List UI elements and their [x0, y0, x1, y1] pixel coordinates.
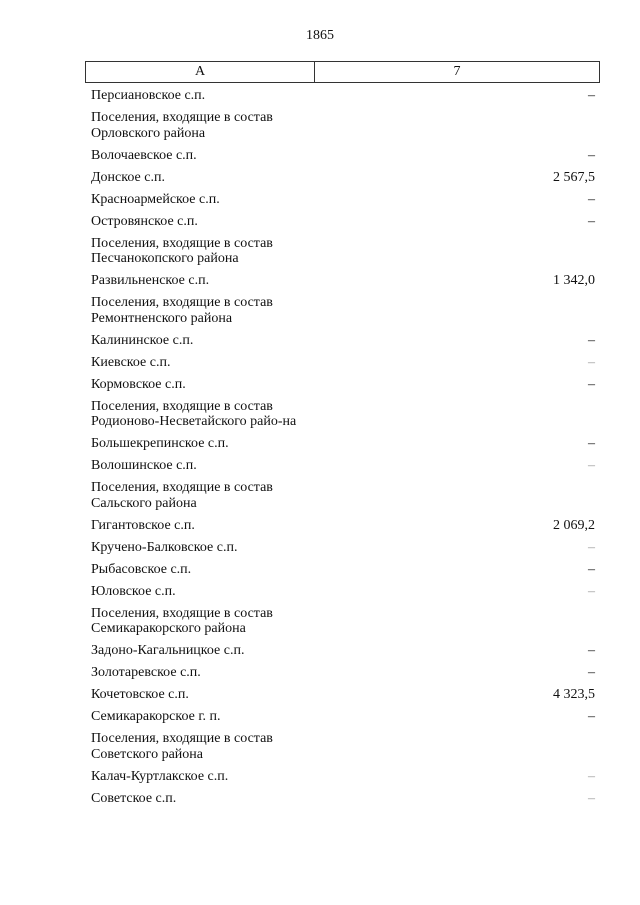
table-row	[91, 685, 595, 707]
table-row	[91, 456, 595, 478]
header-cell-7: 7	[453, 64, 461, 79]
settlement-name: Рыбасовское с.п.	[91, 561, 192, 577]
amount-value: –	[588, 88, 595, 103]
settlement-name: Волошинское с.п.	[91, 458, 197, 473]
table-row	[91, 331, 595, 353]
settlement-name: Кочетовское с.п.	[91, 687, 189, 702]
settlement-name: Киевское с.п.	[91, 354, 171, 370]
amount-value: –	[588, 665, 595, 680]
table-row	[91, 604, 595, 642]
settlement-name: Задоно-Кагальницкое с.п.	[91, 643, 245, 658]
settlement-name: Поселения, входящие в состав Советского района	[91, 731, 273, 762]
settlement-name: Поселения, входящие в состав Сальского района	[91, 480, 273, 511]
amount-value: –	[588, 213, 595, 229]
table-row	[91, 212, 595, 234]
table-body	[91, 86, 595, 811]
amount-value: –	[588, 768, 595, 784]
amount-value: –	[588, 147, 595, 163]
settlement-name: Гигантовское с.п.	[91, 517, 195, 533]
settlement-name: Поселения, входящие в состав Ремонтненского района	[91, 295, 273, 326]
settlement-name: Калининское с.п.	[91, 332, 194, 348]
settlement-name: Развильненское с.п.	[91, 273, 210, 288]
settlement-name: Поселения, входящие в состав Семикаракорского района	[91, 605, 273, 636]
table-row	[91, 538, 595, 560]
amount-value: –	[588, 458, 595, 473]
settlement-name: Калач-Куртлакское с.п.	[91, 768, 229, 784]
table-row	[91, 641, 595, 663]
amount-value: –	[588, 561, 595, 577]
amount-value: –	[588, 376, 595, 392]
page-number: 1865	[306, 28, 334, 43]
settlement-name: Большекрепинское с.п.	[91, 436, 229, 451]
settlement-name: Кормовское с.п.	[91, 376, 186, 392]
amount-value: 2 567,5	[553, 169, 595, 185]
settlement-name: Персиановское с.п.	[91, 88, 206, 103]
table-row	[91, 478, 595, 516]
amount-value: –	[588, 191, 595, 207]
settlement-name: Семикаракорское г. п.	[91, 709, 221, 724]
table-row	[91, 353, 595, 375]
table-row	[91, 729, 595, 767]
table-row	[91, 560, 595, 582]
table-row	[91, 108, 595, 146]
amount-value: –	[588, 354, 595, 370]
amount-value: –	[588, 332, 595, 348]
settlement-name: Поселения, входящие в состав Песчанокопского района	[91, 235, 273, 266]
settlement-name: Золотаревское с.п.	[91, 665, 201, 680]
settlement-name: Донское с.п.	[91, 169, 165, 185]
table-row	[91, 234, 595, 272]
settlement-name: Волочаевское с.п.	[91, 147, 197, 163]
table-row	[91, 86, 595, 108]
table-row	[91, 397, 595, 435]
settlement-name: Поселения, входящие в состав Орловского района	[91, 110, 273, 141]
table-row	[91, 707, 595, 729]
amount-value: –	[588, 790, 595, 806]
table-row	[91, 190, 595, 212]
amount-value: –	[588, 709, 595, 724]
amount-value: –	[588, 539, 595, 555]
amount-value: –	[588, 643, 595, 658]
amount-value: 4 323,5	[553, 687, 595, 702]
settlement-name: Красноармейское с.п.	[91, 191, 220, 207]
table-row	[91, 146, 595, 168]
amount-value: 1 342,0	[553, 273, 595, 288]
settlement-name: Юловское с.п.	[91, 583, 176, 599]
amount-value: –	[588, 436, 595, 451]
settlement-name: Советское с.п.	[91, 790, 177, 806]
table-row	[91, 168, 595, 190]
table-row	[91, 582, 595, 604]
settlement-name: Кручено-Балковское с.п.	[91, 539, 238, 555]
settlement-name: Поселения, входящие в состав Родионово-Несветайского райо-на	[91, 398, 297, 429]
table-header	[85, 61, 600, 83]
table-row	[91, 789, 595, 811]
table-row	[91, 516, 595, 538]
table-row	[91, 293, 595, 331]
table-row	[91, 663, 595, 685]
settlement-name: Островянское с.п.	[91, 213, 198, 229]
header-cell-a: А	[86, 62, 315, 82]
amount-value: 2 069,2	[553, 517, 595, 533]
table-row	[91, 271, 595, 293]
table-row	[91, 375, 595, 397]
table-row	[91, 434, 595, 456]
amount-value: –	[588, 583, 595, 599]
table-row	[91, 767, 595, 789]
